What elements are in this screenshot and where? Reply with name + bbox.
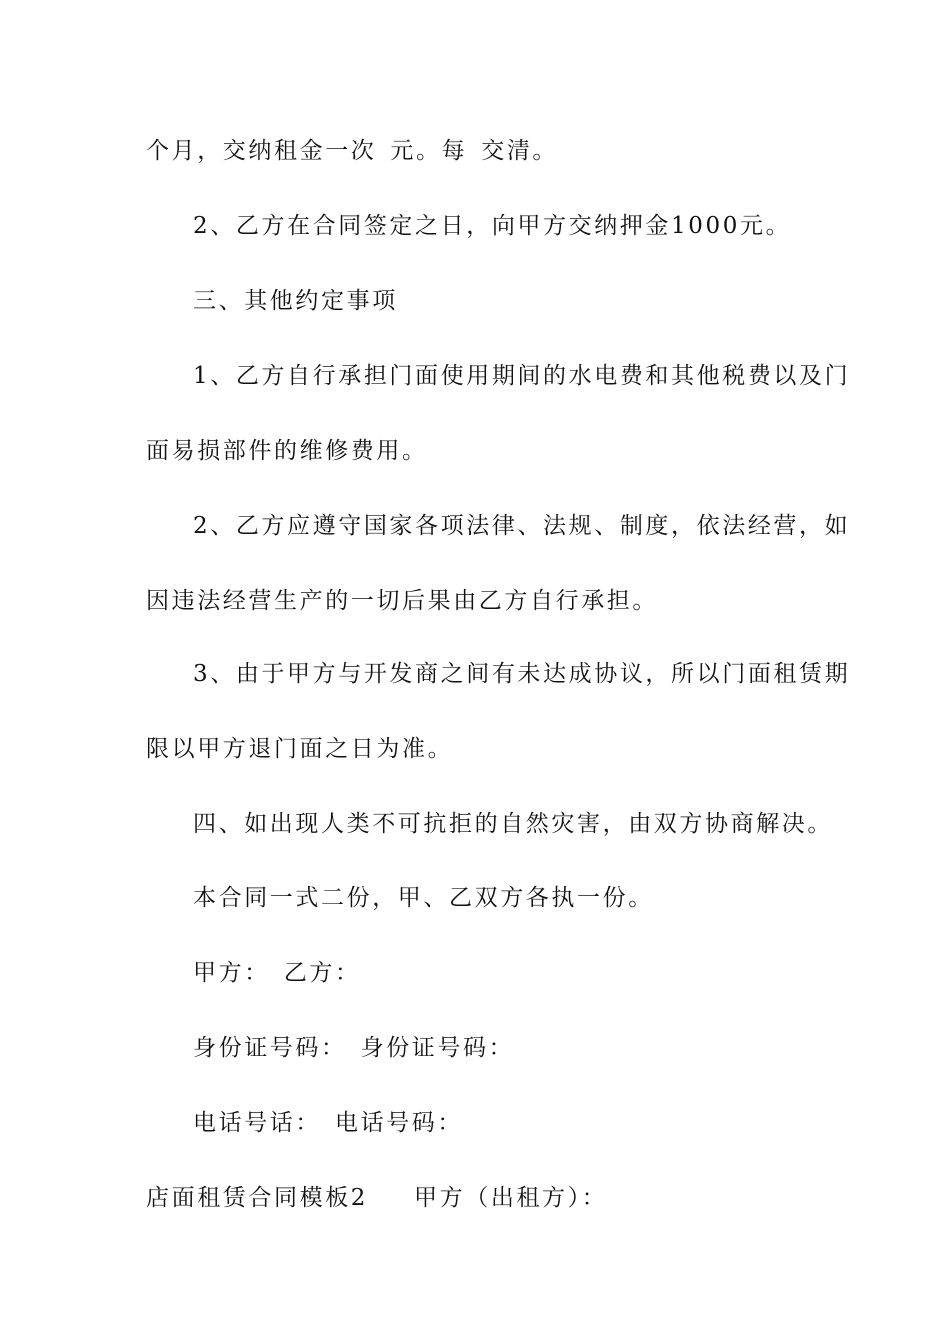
template-title: 店面租赁合同模板2 [146,1185,369,1211]
party-b-phone-label: 电话号码： [335,1110,463,1136]
copies-clause: 本合同一式二份，甲、乙双方各执一份。 [193,885,654,911]
id-number-line [193,1033,514,1063]
party-b-id-label: 身份证号码： [360,1035,515,1061]
section-force-majeure: 四、如出现人类不可抗拒的自然灾害，由双方协商解决。 [193,811,833,837]
clause-term-line-2: 限以甲方退门面之日为准。 [146,736,454,762]
party-b-label: 乙方： [283,960,361,986]
section-heading-other-terms: 三、其他约定事项 [193,288,398,314]
clause-law-line-2: 因违法经营生产的一切后果由乙方自行承担。 [146,588,658,614]
phone-number-line [193,1108,463,1138]
clause-utilities-line-1: 1、乙方自行承担门面使用期间的水电费和其他税费以及门 [193,363,851,389]
clause-law-line-1: 2、乙方应遵守国家各项法律、法规、制度，依法经营，如 [193,513,851,539]
clause-utilities-line-2: 面易损部件的维修费用。 [146,438,428,464]
template-2-heading-line [146,1183,607,1213]
party-a-phone-label: 电话号话： [193,1110,321,1136]
signature-parties-line [193,958,361,988]
clause-term-line-1: 3、由于甲方与开发商之间有未达成协议，所以门面租赁期 [193,661,851,687]
text-segment: 交清。 [481,138,559,164]
rent-payment-line [146,136,558,166]
party-a-id-label: 身份证号码： [193,1035,347,1061]
party-a-label: 甲方： [193,960,270,986]
deposit-clause: 2、乙方在合同签定之日，向甲方交纳押金1000元。 [193,213,792,239]
lessor-label: 甲方（出租方）： [414,1185,608,1211]
text-segment: 元。每 [390,138,468,164]
text-segment: 个月，交纳租金一次 [146,138,377,164]
